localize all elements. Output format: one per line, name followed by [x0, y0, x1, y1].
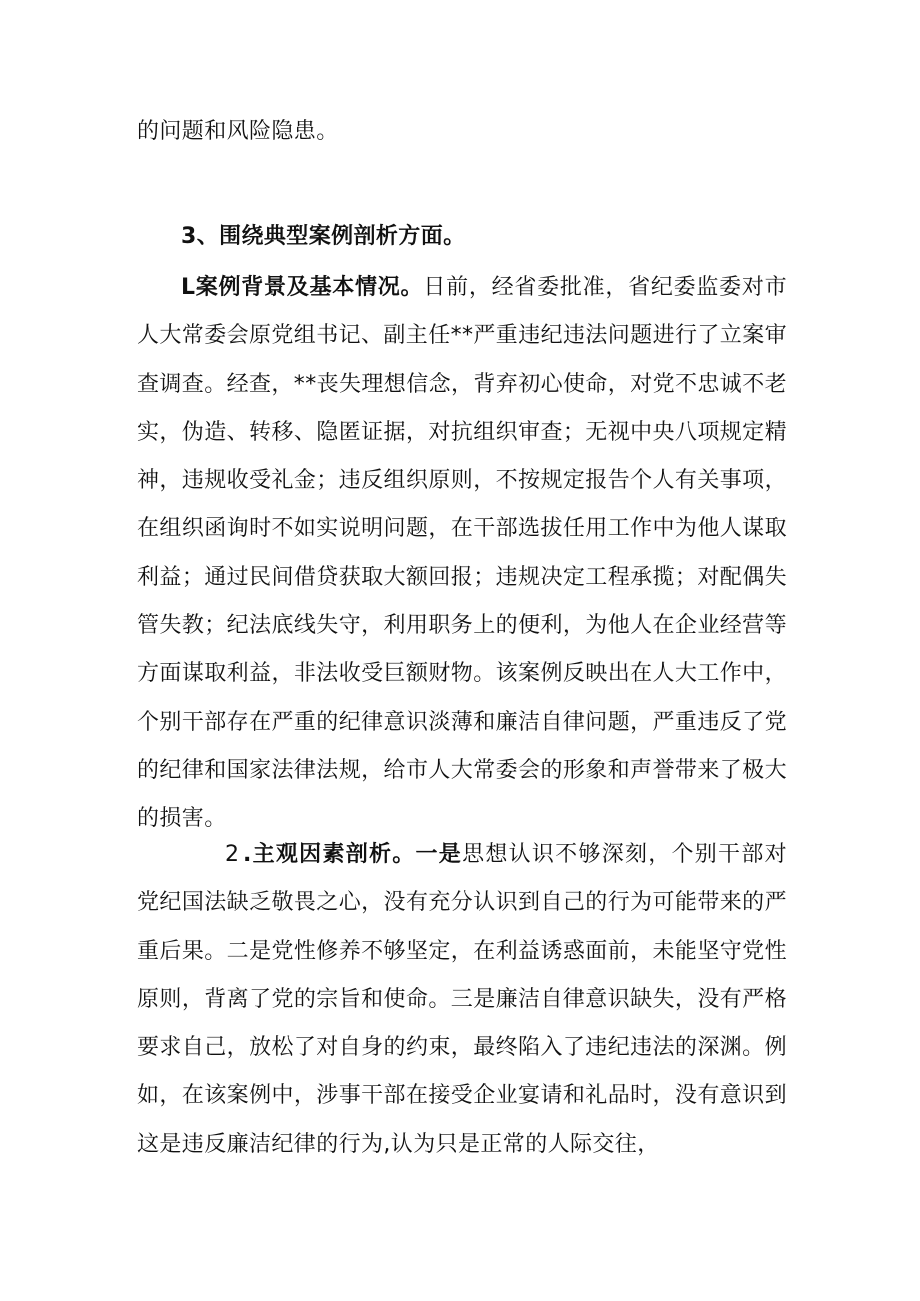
continuation-text: 的问题和风险隐患。: [137, 119, 339, 144]
section-heading-text: 3、围绕典型案例剖析方面。: [181, 224, 466, 249]
subjective-factors-label: .主观因素剖析。: [243, 842, 416, 867]
subjective-factors-text: 思想认识不够深刻，个别干部对党纪国法缺乏敬畏之心，没有充分认识到自己的行为可能带来的严重后果。二是党性修养不够坚定，在利益诱惑面前，未能坚守党性原则，背离了党的宗旨和使命。三是廉洁自律意识缺失，没有严格要求自己，放松了对自身的约束，最终陷入了违纪违法的深渊。例如，在该案例中，涉事干部在接受企业宴请和礼品时，没有意识到这是违反廉洁纪律的行为,认为只是正常的人际交往，: [137, 842, 787, 1157]
subjective-factors-lead: 一是: [415, 842, 463, 867]
case-background-paragraph: [137, 264, 787, 844]
subjective-factors-paragraph: [137, 831, 787, 1169]
case-background-text: 日前，经省委批准，省纪委监委对市人大常委会原党组书记、副主任**严重违纪违法问题进行了立案审查调查。经查，**丧失理想信念，背弃初心使命，对党不忠诚不老实，伪造、转移、隐匿证据，对抗组织审查；无视中央八项规定精神，违规收受礼金；违反组织原则，不按规定报告个人有关事项，在组织函询时不如实说明问题，在干部选拔任用工作中为他人谋取利益；通过民间借贷获取大额回报；违规决定工程承揽；对配偶失管失教；纪法底线失守，利用职务上的便利，为他人在企业经营等方面谋取利益，非法收受巨额财物。该案例反映出在人大工作中，个别干部存在严重的纪律意识淡薄和廉洁自律问题，严重违反了党的纪律和国家法律法规，给市人大常委会的形象和声誉带来了极大的损害。: [137, 275, 788, 832]
item-number: 2: [225, 842, 240, 867]
continuation-paragraph: [137, 108, 787, 156]
section-heading: [137, 213, 787, 261]
case-background-label: L案例背景及基本情况。: [181, 275, 424, 300]
